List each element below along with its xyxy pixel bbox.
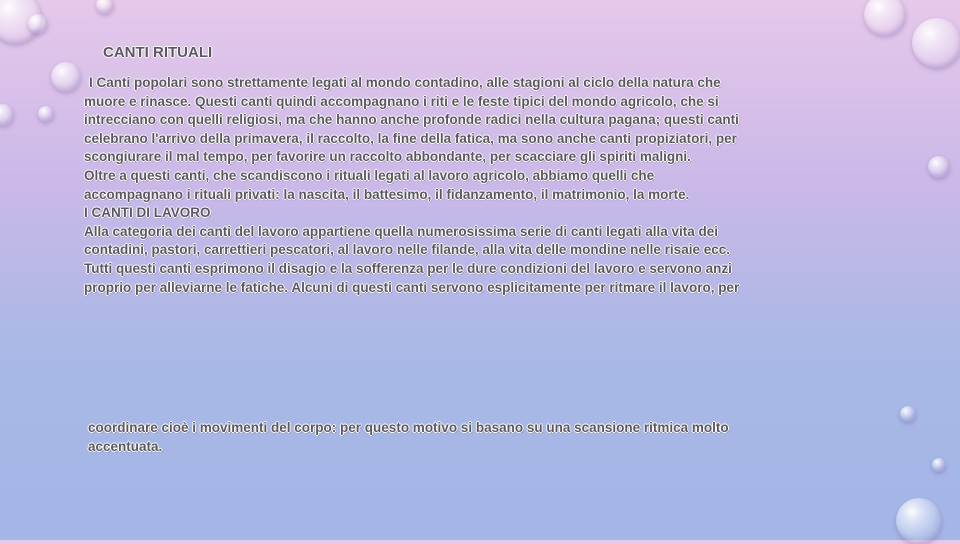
text-line: Oltre a questi canti, che scandiscono i rituali legati al lavoro agricolo, abbiamo quelli che (84, 167, 655, 183)
droplet-decoration (912, 18, 960, 68)
text-line: accentuata. (88, 438, 163, 454)
droplet-decoration (932, 458, 946, 472)
droplet-decoration (0, 104, 14, 126)
droplet-decoration (900, 406, 916, 422)
text-line: celebrano l'arrivo della primavera, il raccolto, la fine della fatica, ma sono anche canti propiziatori, per (84, 130, 737, 146)
text-line: intrecciano con quelli religiosi, ma che hanno anche profonde radici nella cultura pagana; questi canti (84, 112, 739, 128)
text-line: muore e rinasce. Questi canti quindi accompagnano i riti e le feste tipici del mondo agricolo, che si (84, 93, 719, 109)
text-line: Tutti questi canti esprimono il disagio e la sofferenza per le dure condizioni del lavoro e servono anzi (84, 260, 732, 276)
text-line: contadini, pastori, carrettieri pescatori, al lavoro nelle filande, alla vita delle mondine nelle risaie ecc. (84, 242, 730, 258)
droplet-decoration (864, 0, 906, 36)
text-line: coordinare cioè i movimenti del corpo: per questo motivo si basano su una scansione ritmica molto (88, 420, 729, 435)
text-line: proprio per alleviarne le fatiche. Alcuni di questi canti servono esplicitamente per ritmare il lavoro, per (84, 279, 740, 295)
droplet-decoration (28, 14, 48, 34)
slide-title: CANTI RITUALI (103, 44, 213, 61)
droplet-decoration (51, 62, 81, 92)
droplet-decoration (38, 106, 54, 122)
droplet-decoration (896, 498, 942, 544)
section-heading: I CANTI DI LAVORO (84, 205, 211, 221)
continuation-text (88, 419, 878, 456)
text-line: I Canti popolari sono strettamente legati al mondo contadino, alle stagioni al ciclo della natura che (89, 75, 721, 90)
body-text (84, 74, 874, 297)
text-line: Alla categoria dei canti del lavoro appartiene quella numerosissima serie di canti legati alla vita dei (84, 223, 718, 239)
droplet-decoration (928, 156, 950, 178)
text-line: accompagnano i rituali privati: la nascita, il battesimo, il fidanzamento, il matrimonio, la morte. (84, 186, 690, 202)
text-line: scongiurare il mal tempo, per favorire un raccolto abbondante, per scacciare gli spiriti maligni. (84, 149, 691, 165)
droplet-decoration (96, 0, 114, 14)
